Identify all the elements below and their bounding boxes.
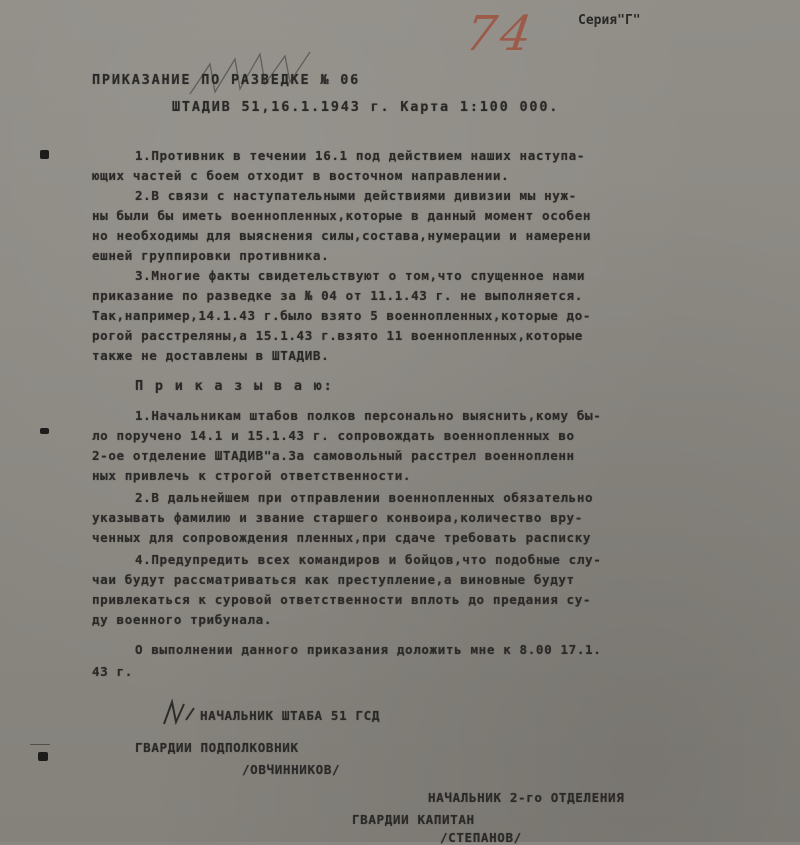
order-line: ло поручено 14.1 и 15.1.43 г. сопровождать военнопленных во [92, 428, 575, 443]
order-heading: П р и к а з ы в а ю: [135, 378, 334, 394]
body-line: но необходимы для выяснения силы,состава,нумерации и намерени [92, 228, 592, 243]
handwritten-initials [160, 698, 200, 728]
order-line: 1.Начальникам штабов полков персонально выяснить,кому бы- [135, 408, 602, 423]
body-line: приказание по разведке за № 04 от 11.1.43 г. не выполняется. [92, 288, 583, 303]
body-line: Так,например,14.1.43 г.было взято 5 военнопленных,которые до- [92, 308, 592, 323]
closing-line: 43 г. [92, 664, 133, 679]
order-line: ду военного трибунала. [92, 612, 273, 627]
body-line: 2.В связи с наступательными действиями дивизии мы нуж- [135, 188, 577, 203]
order-line: чаи будут рассматриваться как преступление,а виновные будут [92, 572, 575, 587]
order-line: 2-ое отделение ШТАДИВ"а.За самовольный расстрел военнопленн [92, 448, 575, 463]
body-line: ющих частей с боем отходит в восточном направлении. [92, 168, 510, 183]
body-line: ны были бы иметь военнопленных,которые в данный момент особен [92, 208, 592, 223]
document-title: ПРИКАЗАНИЕ ПО РАЗВЕДКЕ № 06 [92, 72, 361, 88]
order-line: 2.В дальнейшем при отправлении военнопленных обязательно [135, 490, 594, 505]
body-line: ешней группировки противника. [92, 248, 330, 263]
series-label: Серия"Г" [578, 13, 641, 28]
body-line: 1.Противник в течении 16.1 под действием наших наступа- [135, 148, 586, 163]
closing-line: О выполнении данного приказания доложить мне к 8.00 17.1. [135, 642, 602, 657]
body-line: 3.Многие факты свидетельствуют о том,что спущенное нами [135, 268, 586, 283]
edge-mark [30, 744, 50, 745]
department-head-title: НАЧАЛЬНИК 2-го ОТДЕЛЕНИЯ [428, 790, 625, 805]
body-line: рогой расстреляны,а 15.1.43 г.взято 11 военнопленных,которые [92, 328, 583, 343]
chief-of-staff-name: /ОВЧИННИКОВ/ [242, 762, 341, 777]
department-head-rank: ГВАРДИИ КАПИТАН [352, 812, 475, 827]
binder-hole-top [40, 150, 49, 159]
order-line: привлекаться к суровой ответственности вплоть до предания су- [92, 592, 592, 607]
order-line: указывать фамилию и звание старшего конвоира,количество вру- [92, 510, 583, 525]
order-line: 4.Предупредить всех командиров и бойцов,что подобные слу- [135, 552, 602, 567]
department-head-name: /СТЕПАНОВ/ [440, 830, 522, 845]
document-subtitle: ШТАДИВ 51,16.1.1943 г. Карта 1:100 000. [172, 99, 560, 115]
chief-of-staff-rank: ГВАРДИИ ПОДПОЛКОВНИК [135, 740, 299, 755]
order-line: ченных для сопровождения пленных,при сдаче требовать расписку [92, 530, 592, 545]
handwritten-page-number: 74 [462, 6, 540, 62]
binder-hole-bottom [38, 752, 48, 761]
body-line: также не доставлены в ШТАДИВ. [92, 348, 330, 363]
order-line: ных привлечь к строгой ответственности. [92, 468, 412, 483]
chief-of-staff-title: НАЧАЛЬНИК ШТАБА 51 ГСД [200, 708, 381, 723]
binder-hole-middle [40, 428, 49, 434]
